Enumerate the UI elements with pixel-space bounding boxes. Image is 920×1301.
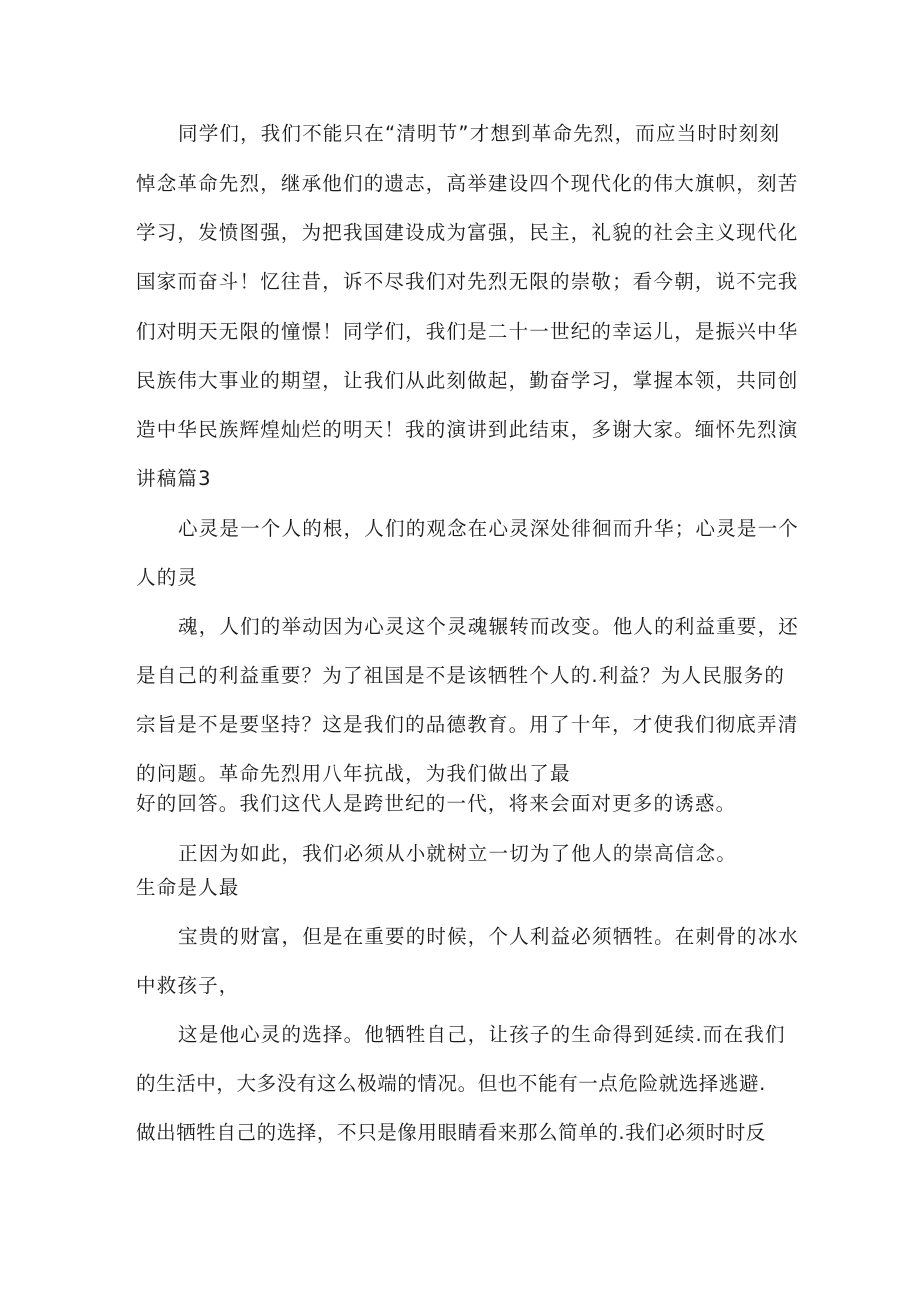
paragraph-line: 中救孩子， <box>136 974 240 997</box>
paragraph-line: 这是他心灵的选择。他牺牲自己，让孩子的生命得到延续.而在我们 <box>178 1023 786 1046</box>
paragraph-line: 宗旨是不是要坚持？这是我们的品德教育。用了十年，才使我们彻底弄清 <box>136 713 799 736</box>
paragraph-line: 同学们，我们不能只在“清明节”才想到革命先烈，而应当时时刻刻 <box>178 122 781 145</box>
paragraph-line: 魂，人们的举动因为心灵这个灵魂辗转而改变。他人的利益重要，还 <box>178 615 800 638</box>
paragraph-line: 民族伟大事业的期望，让我们从此刻做起，勤奋学习，掌握本领，共同创 <box>136 369 799 392</box>
paragraph-line: 们对明天无限的憧憬！同学们，我们是二十一世纪的幸运儿，是振兴中华 <box>136 320 799 343</box>
paragraph-line: 做出牺牲自己的选择，不只是像用眼睛看来那么简单的.我们必须时时反 <box>136 1121 766 1144</box>
paragraph-line: 国家而奋斗！忆往昔，诉不尽我们对先烈无限的崇敬；看今朝，说不完我 <box>136 270 799 293</box>
paragraph-line: 学习，发愤图强，为把我国建设成为富强，民主，礼貌的社会主义现代化 <box>136 221 799 244</box>
paragraph-line: 的问题。革命先烈用八年抗战，为我们做出了最 <box>136 762 571 785</box>
paragraph-line: 的生活中，大多没有这么极端的情况。但也不能有一点危险就选择逃避. <box>136 1072 766 1095</box>
paragraph-line: 正因为如此，我们必须从小就树立一切为了他人的崇高信念。 <box>178 842 737 865</box>
section-heading: 讲稿篇3 <box>136 467 212 490</box>
paragraph-line: 宝贵的财富，但是在重要的时候，个人利益必须牺牲。在刺骨的冰水 <box>178 925 800 948</box>
paragraph-line: 生命是人最 <box>136 876 240 899</box>
paragraph-line: 悼念革命先烈，继承他们的遗志，高举建设四个现代化的伟大旗帜，刻苦 <box>136 172 799 195</box>
paragraph-line: 心灵是一个人的根，人们的观念在心灵深处徘徊而升华；心灵是一个 <box>178 517 800 540</box>
paragraph-line: 造中华民族辉煌灿烂的明天！我的演讲到此结束，多谢大家。缅怀先烈演 <box>136 418 799 441</box>
paragraph-line: 人的灵 <box>136 566 199 589</box>
paragraph-line: 好的回答。我们这代人是跨世纪的一代，将来会面对更多的诱惑。 <box>136 792 737 815</box>
paragraph-line: 是自己的利益重要？为了祖国是不是该牺牲个人的.利益？为人民服务的 <box>136 664 786 687</box>
